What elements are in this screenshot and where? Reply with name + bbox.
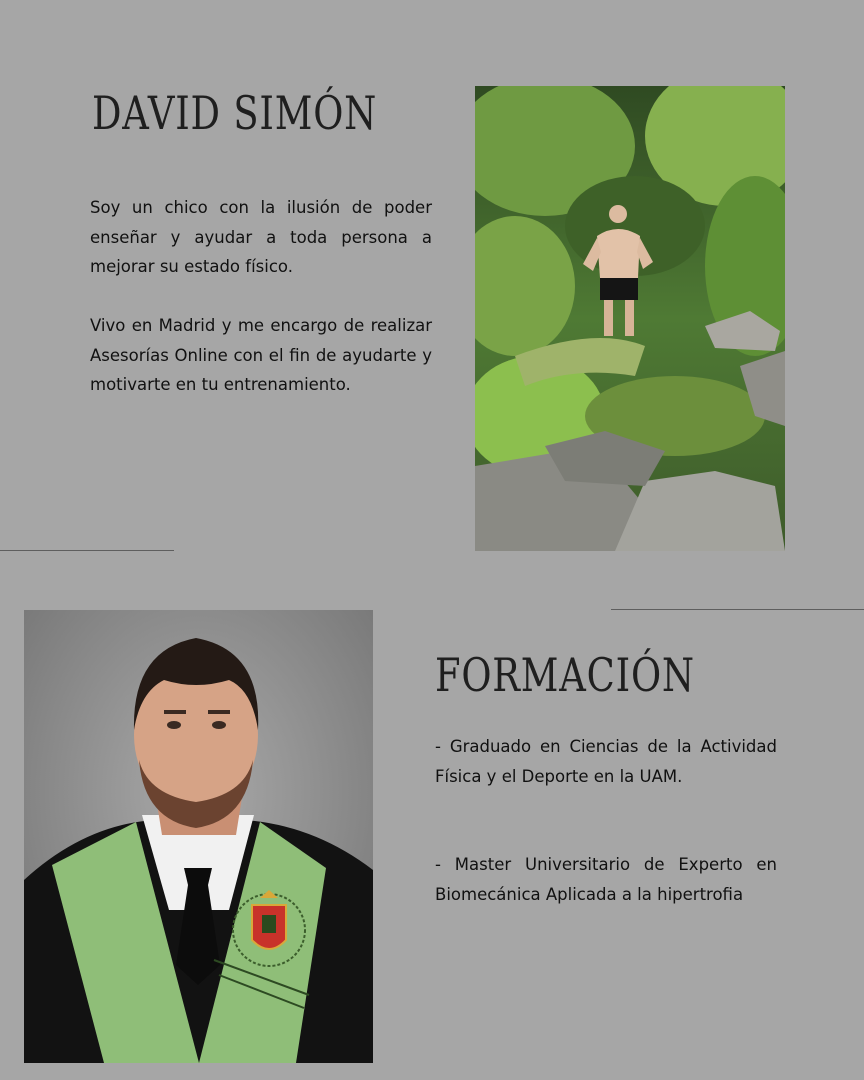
formacion-heading: FORMACIÓN [435, 648, 695, 702]
formacion-item-2: - Master Universitario de Experto en Biomecánica Aplicada a la hipertrofia [435, 855, 777, 904]
name-title: DAVID SIMÓN [92, 86, 378, 140]
about-paragraph-1: Soy un chico con la ilusión de poder enseñar y ayudar a toda persona a mejorar su estado físico. [90, 198, 432, 276]
about-paragraph-2: Vivo en Madrid y me encargo de realizar Asesorías Online con el fin de ayudarte y motivarte en tu entrenamiento. [90, 316, 432, 394]
graduation-portrait [24, 610, 373, 1063]
nature-photo [475, 86, 785, 551]
divider-line-left [0, 550, 174, 551]
formacion-item-1: - Graduado en Ciencias de la Actividad Física y el Deporte en la UAM. [435, 737, 777, 786]
divider-line-right [611, 609, 864, 610]
